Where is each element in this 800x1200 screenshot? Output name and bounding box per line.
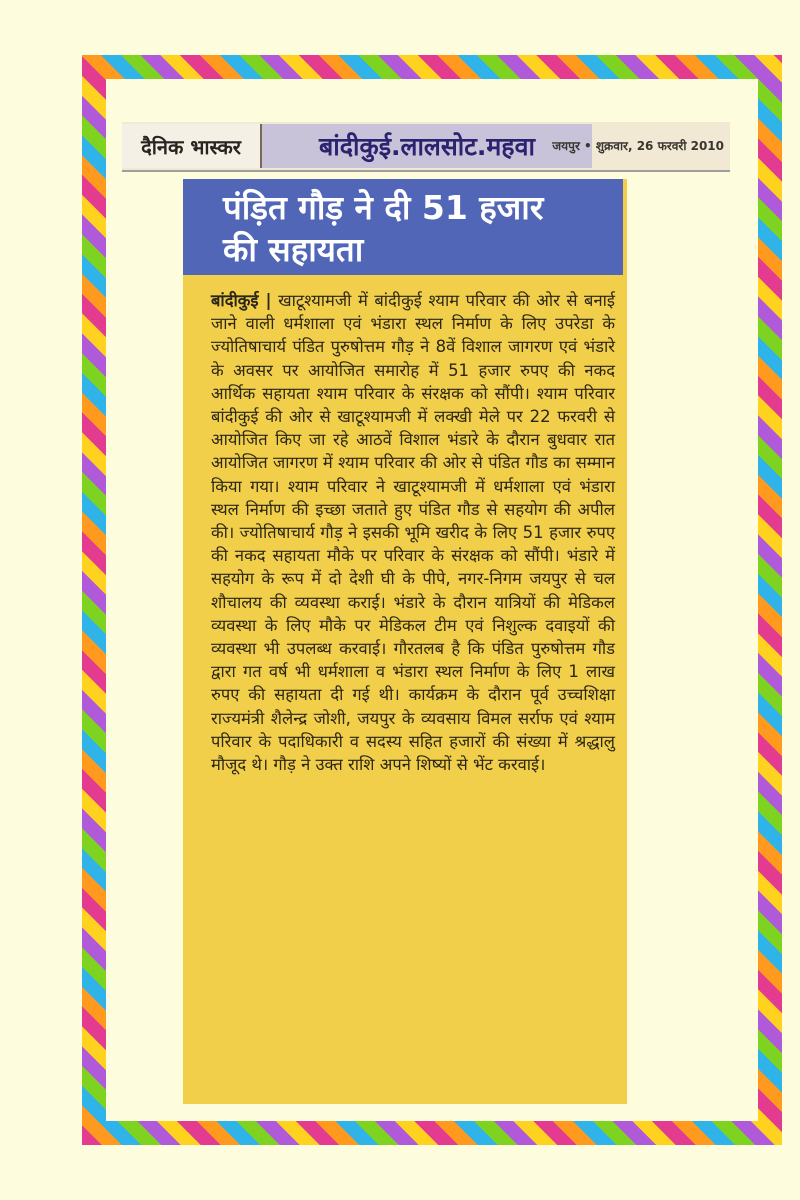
headline [183,179,623,275]
dateline: जयपुर • शुक्रवार, 26 फरवरी 2010 [552,139,724,153]
edition-title: बांदीकुई.लालसोट.महवा [262,124,592,168]
headline-line-1: पंड़ित गौड़ ने दी 51 हजार [223,188,544,227]
news-clipping [183,179,627,1104]
article-place: बांदीकुई | [211,291,272,310]
newspaper-masthead [122,122,730,172]
headline-line-2: की सहायता [223,230,364,269]
article-body [211,289,615,776]
newspaper-logo: दैनिक भास्कर [122,124,262,168]
article-text: खाटूश्यामजी में बांदीकुई श्याम परिवार की ओर से बनाई जाने वाली धर्मशाला एवं भंडारा स्थल निर्माण के लिए उपरेडा के ज्योतिषाचार्य पंडित पुरुषोत्तम गौड़ ने 8वें विशाल जागरण एवं भंडारे के अवसर पर आयोजित समारोह में 51 हजार रुपए की नकद आर्थिक सहायता श्याम परिवार के संरक्षक को सौंपी। श्याम परिवार बांदीकुई की ओर से खाटूश्यामजी में लक्खी मेले पर 22 फरवरी से आयोजित किए जा रहे आठवें विशाल भंडारे के दौरान बुधवार रात आयोजित जागरण में श्याम परिवार की ओर से पंडित गौड का सम्मान किया गया। श्याम परिवार ने खाटूश्यामजी में धर्मशाला एवं भंडारा स्थल निर्माण की इच्छा जताते हुए पंडित गौड से सहयोग की अपील की। ज्योतिषाचार्य गौड़ ने इसकी भूमि खरीद के लिए 51 हजार रुपए की नकद सहायता मौके पर परिवार के संरक्षक को सौंपी। भंडारे में सहयोग के रूप में दो देशी घी के पीपे, नगर-निगम जयपुर से चल शौचालय की व्यवस्था कराई। भंडारे के दौरान यात्रियों की मेडिकल व्यवस्था के लिए मौके पर मेडिकल टीम एवं निशुल्क दवाइयों की व्यवस्था भी उपलब्ध करवाई। गौरतलब है कि पंडित पुरुषोत्तम गौड द्वारा गत वर्ष भी धर्मशाला व भंडारा स्थल निर्माण के लिए 1 लाख रुपए की सहायता दी गई थी। कार्यक्रम के दौरान पूर्व उच्चशिक्षा राज्यमंत्री शैलेन्द्र जोशी, जयपुर के व्यवसाय विमल सर्राफ एवं श्याम परिवार के पदाधिकारी व सदस्य सहित हजारों की संख्या में श्रद्धालु मौजूद थे। गौड़ ने उक्त राशि अपने शिष्यों से भेंट करवाई। [211,291,615,775]
